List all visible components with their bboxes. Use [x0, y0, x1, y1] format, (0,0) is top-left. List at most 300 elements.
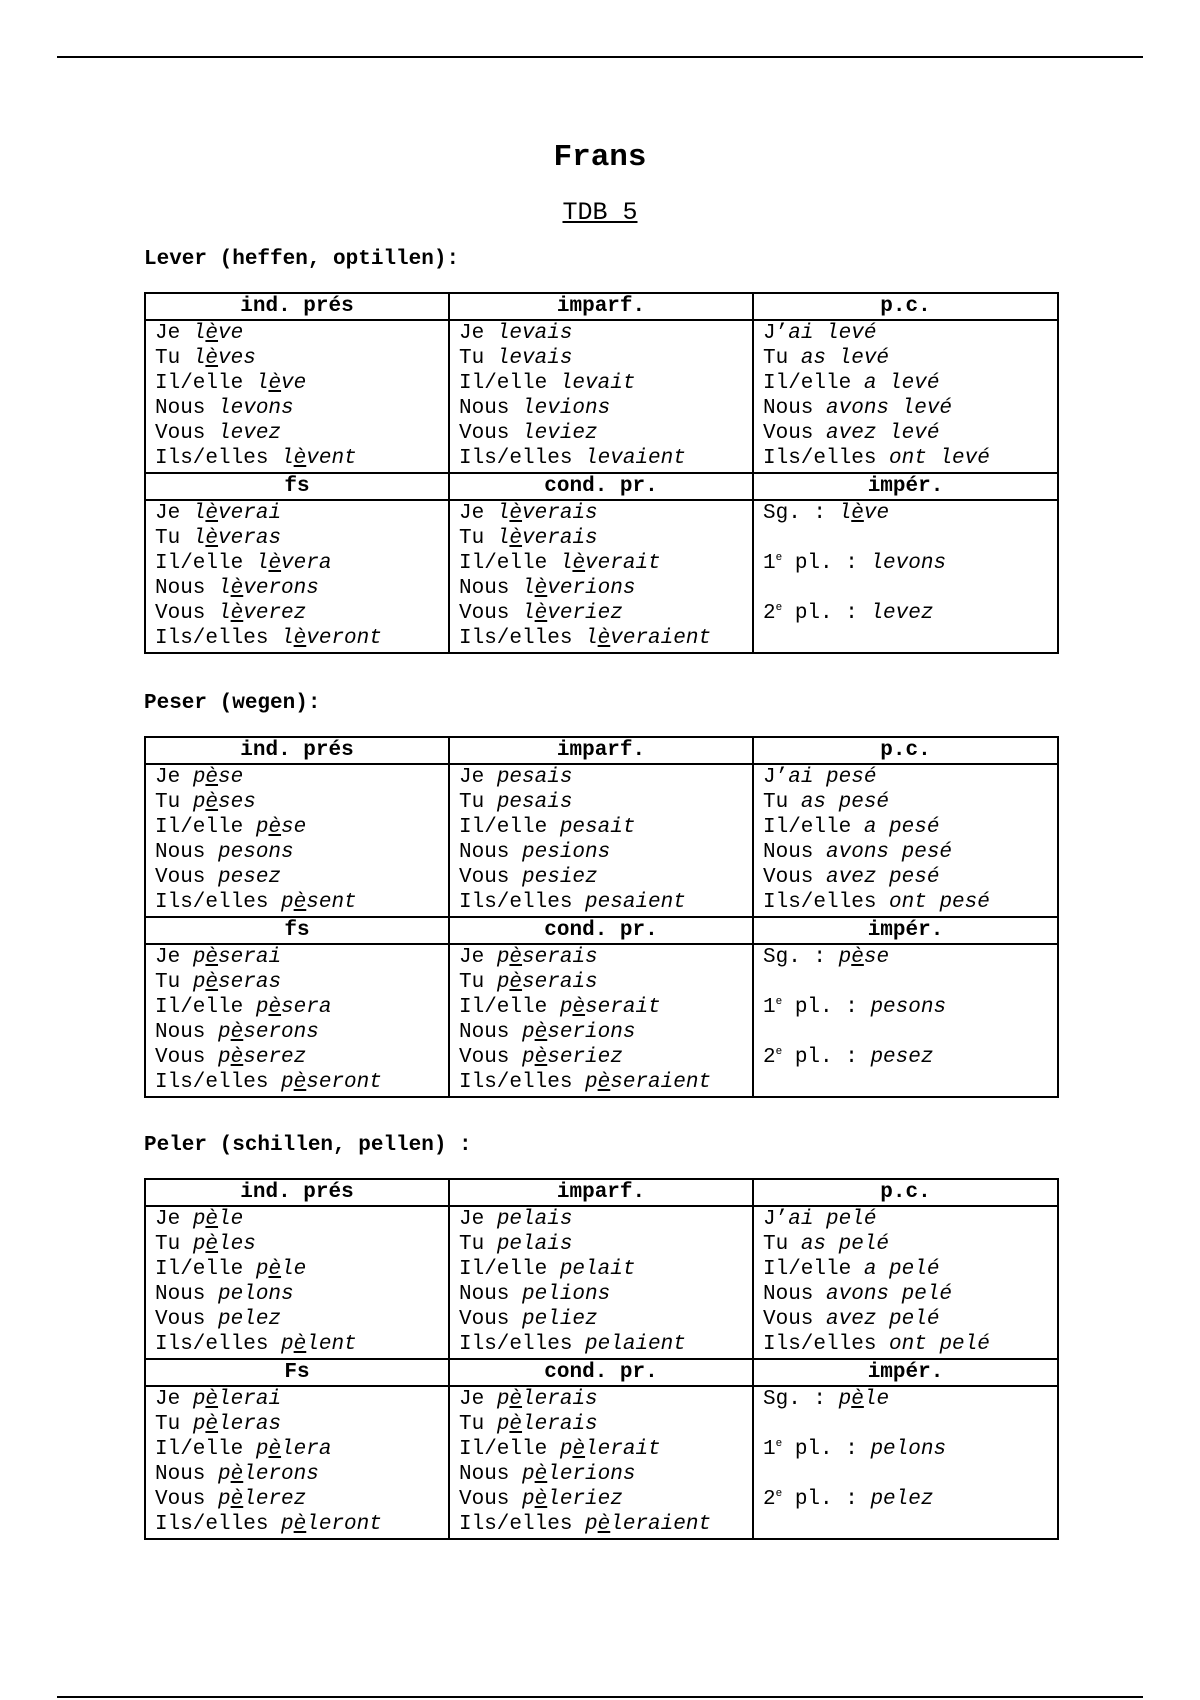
imper-sg-form: [839, 946, 889, 969]
conjugation-line: [155, 1257, 448, 1282]
conjugation-line: [459, 840, 752, 865]
stressed-vowel: è: [597, 1071, 611, 1094]
conjugation-line: [763, 790, 1057, 815]
subject-pronoun: Nous: [459, 1283, 523, 1306]
ending: verais: [522, 502, 598, 525]
imper-spacer: [763, 1020, 1057, 1045]
conjugation-line: [763, 1207, 1057, 1232]
stressed-vowel: è: [293, 627, 307, 650]
imper-ordinal-suffix: e: [775, 602, 783, 614]
conjugation-line: [763, 321, 1057, 346]
ending: verai: [218, 502, 282, 525]
subject-pronoun: Ils/elles: [155, 1333, 282, 1356]
subject-pronoun: Nous: [763, 397, 827, 420]
ending: se: [863, 946, 890, 969]
verb-form: [281, 627, 382, 650]
conjugation-line: [155, 815, 448, 840]
verb-form: [497, 502, 598, 525]
verb-form: leviez: [522, 422, 598, 445]
stem: pesons: [218, 841, 294, 864]
conjugation-line: [155, 840, 448, 865]
stem: p: [192, 791, 206, 814]
stem: levez: [218, 422, 282, 445]
conjugation-line: [459, 1462, 752, 1487]
conjugation-line: [459, 1045, 752, 1070]
verb-form: levais: [496, 347, 573, 370]
conjugation-line: [155, 1207, 448, 1232]
verb-form: pelais: [496, 1208, 573, 1231]
stressed-vowel: è: [509, 946, 523, 969]
conjugation-line: [155, 865, 448, 890]
imper-plural-form: pelez: [870, 1488, 934, 1511]
stressed-vowel: è: [268, 1258, 282, 1281]
cell-pc: [753, 320, 1058, 473]
subject-pronoun: Je: [155, 1208, 193, 1231]
subject-pronoun: Ils/elles: [459, 1513, 586, 1536]
subject-pronoun: Ils/elles: [459, 891, 586, 914]
subject-pronoun: Tu: [459, 1413, 497, 1436]
stem: l: [192, 347, 206, 370]
ending: se: [281, 816, 307, 839]
imper-ordinal-suffix: e: [775, 996, 783, 1008]
ending: verait: [585, 552, 661, 575]
imper-spacer: [763, 970, 1057, 995]
subject-pronoun: Il/elle: [155, 552, 256, 575]
subject-pronoun: Vous: [155, 1308, 219, 1331]
verb-form: [218, 1283, 294, 1306]
subject-pronoun: Il/elle: [459, 372, 560, 395]
subject-pronoun: Je: [459, 1208, 497, 1231]
subject-pronoun: Tu: [155, 791, 193, 814]
ending: verons: [243, 577, 319, 600]
imper-plural-1: [763, 1437, 1057, 1462]
verb-form: pesions: [522, 841, 611, 864]
subject-pronoun: Tu: [155, 1413, 193, 1436]
ending: lerai: [218, 1388, 282, 1411]
ending: serons: [243, 1021, 319, 1044]
ending: le: [281, 1258, 307, 1281]
cell-pc: [753, 764, 1058, 917]
verb-form: peliez: [522, 1308, 598, 1331]
header-cond: cond. pr.: [449, 473, 753, 500]
verb-form: ont pesé: [889, 891, 990, 914]
subject-pronoun: Je: [459, 502, 497, 525]
page-subtitle: TDB 5: [562, 198, 638, 227]
stressed-vowel: è: [230, 602, 244, 625]
verb-form: pesais: [496, 766, 573, 789]
top-rule: [57, 56, 1143, 58]
stem: p: [192, 1208, 206, 1231]
stem: p: [218, 1021, 231, 1044]
subject-pronoun: Nous: [459, 577, 523, 600]
stressed-vowel: è: [572, 552, 586, 575]
verb-form: [218, 1488, 306, 1511]
imper-plural-1: [763, 995, 1057, 1020]
ending: ve: [218, 322, 244, 345]
stressed-vowel: è: [509, 971, 523, 994]
conjugation-line: [459, 601, 752, 626]
stressed-vowel: è: [205, 791, 219, 814]
header-fs: fs: [145, 917, 449, 944]
verb-form: [497, 1388, 598, 1411]
ending: ses: [218, 791, 256, 814]
verb-form: [218, 1021, 319, 1044]
imper-plural-label: pl. :: [782, 552, 871, 575]
verb-form: [193, 502, 281, 525]
imper-plural-label: pl. :: [782, 996, 871, 1019]
stressed-vowel: è: [268, 372, 282, 395]
ending: verais: [522, 527, 598, 550]
verb-form: a pesé: [863, 816, 940, 839]
imper-plural-2: [763, 601, 1057, 626]
subject-pronoun: Je: [155, 1388, 193, 1411]
ending: sent: [306, 891, 357, 914]
cell-fs: [145, 500, 449, 653]
conjugation-line: [155, 551, 448, 576]
subject-pronoun: Ils/elles: [459, 627, 586, 650]
verb-form: [585, 627, 711, 650]
header-pc: p.c.: [753, 737, 1058, 764]
stressed-vowel: è: [205, 347, 219, 370]
conjugation-line: [459, 526, 752, 551]
verb-form: [522, 1046, 623, 1069]
conjugation-line: [155, 1332, 448, 1357]
ending: ve: [863, 502, 890, 525]
subject-pronoun: Tu: [763, 1233, 801, 1256]
stressed-vowel: è: [205, 971, 219, 994]
conjugation-line: [459, 551, 752, 576]
stressed-vowel: è: [597, 627, 611, 650]
verb-form: avez levé: [826, 422, 940, 445]
subject-pronoun: Tu: [459, 527, 497, 550]
ending: lerais: [522, 1388, 598, 1411]
ending: seront: [306, 1071, 382, 1094]
subject-pronoun: Je: [155, 766, 193, 789]
header-ind-pres: ind. prés: [145, 293, 449, 320]
imper-spacer: [763, 526, 1057, 551]
subject-pronoun: Vous: [155, 866, 219, 889]
conjugation-line: [459, 1332, 752, 1357]
stressed-vowel: è: [572, 1438, 586, 1461]
ending: veront: [306, 627, 382, 650]
subject-pronoun: Nous: [459, 1463, 523, 1486]
conjugation-line: [155, 1387, 448, 1412]
ending: verions: [547, 577, 636, 600]
stem: p: [192, 766, 206, 789]
verb-form: [193, 1233, 256, 1256]
stressed-vowel: è: [293, 1513, 307, 1536]
stem: pelons: [218, 1283, 294, 1306]
verb-form: as pesé: [800, 791, 890, 814]
header-imparf: imparf.: [449, 737, 753, 764]
cell-fs: [145, 944, 449, 1097]
stem: l: [838, 502, 852, 525]
header-cond: cond. pr.: [449, 917, 753, 944]
imper-spacer: [763, 576, 1057, 601]
conjugation-line: [459, 970, 752, 995]
subject-pronoun: Vous: [763, 422, 827, 445]
subject-pronoun: J’: [763, 1208, 789, 1231]
subject-pronoun: Nous: [763, 841, 827, 864]
verb-heading-lever: Lever (heffen, optillen):: [144, 248, 460, 271]
subject-pronoun: Il/elle: [763, 816, 864, 839]
conjugation-line: [459, 421, 752, 446]
stem: p: [496, 1413, 510, 1436]
subject-pronoun: Vous: [459, 1488, 523, 1511]
conjugation-line: [459, 371, 752, 396]
conjugation-line: [459, 1070, 752, 1095]
stem: l: [281, 627, 294, 650]
subject-pronoun: Il/elle: [459, 1258, 560, 1281]
imper-spacer: [763, 1412, 1057, 1437]
ending: le: [218, 1208, 244, 1231]
verb-form: avons levé: [826, 397, 953, 420]
conjugation-line: [459, 945, 752, 970]
imper-ordinal-suffix: e: [775, 1046, 783, 1058]
conjugation-table-lever: [144, 292, 1059, 654]
verb-form: [560, 552, 661, 575]
subject-pronoun: Nous: [155, 841, 219, 864]
stem: p: [192, 971, 206, 994]
conjugation-line: [763, 865, 1057, 890]
stressed-vowel: è: [597, 1513, 611, 1536]
ending: veriez: [547, 602, 623, 625]
conjugation-line: [459, 1257, 752, 1282]
imper-plural-form: pelons: [870, 1438, 947, 1461]
imper-singular: [763, 501, 1057, 526]
stem: p: [281, 1333, 294, 1356]
stressed-vowel: è: [534, 1046, 548, 1069]
cell-cond: [449, 1386, 753, 1539]
verb-form: pelais: [496, 1233, 573, 1256]
verb-form: [193, 1208, 243, 1231]
imper-sg-form: [839, 1388, 889, 1411]
stressed-vowel: è: [534, 1463, 548, 1486]
imper-spacer: [763, 1462, 1057, 1487]
conjugation-line: [459, 1020, 752, 1045]
header-imparf: imparf.: [449, 1179, 753, 1206]
stressed-vowel: è: [293, 447, 307, 470]
subject-pronoun: Tu: [763, 791, 801, 814]
conjugation-line: [155, 970, 448, 995]
header-imparf: imparf.: [449, 293, 753, 320]
conjugation-line: [155, 1412, 448, 1437]
verb-form: avez pesé: [826, 866, 940, 889]
imper-sg-label: Sg. :: [763, 502, 839, 525]
subject-pronoun: Il/elle: [155, 372, 256, 395]
conjugation-line: [155, 1487, 448, 1512]
stem: p: [522, 1488, 535, 1511]
verb-form: pelaient: [585, 1333, 686, 1356]
verb-form: pesiez: [522, 866, 598, 889]
ending: sera: [281, 996, 332, 1019]
subject-pronoun: Ils/elles: [459, 1071, 586, 1094]
stem: l: [218, 577, 231, 600]
verb-form: [193, 791, 256, 814]
conjugation-line: [459, 1487, 752, 1512]
subject-pronoun: Ils/elles: [763, 447, 890, 470]
stressed-vowel: è: [851, 946, 864, 969]
ending: seras: [218, 971, 282, 994]
subject-pronoun: Vous: [763, 1308, 827, 1331]
stressed-vowel: è: [851, 502, 864, 525]
verb-form: ont pelé: [889, 1333, 990, 1356]
stressed-vowel: è: [534, 1488, 548, 1511]
stressed-vowel: è: [268, 552, 282, 575]
stem: l: [255, 552, 269, 575]
stem: p: [496, 1388, 510, 1411]
conjugation-line: [155, 765, 448, 790]
conjugation-line: [763, 890, 1057, 915]
conjugation-line: [459, 501, 752, 526]
verb-form: [281, 891, 357, 914]
conjugation-line: [155, 576, 448, 601]
verb-form: ai pelé: [788, 1208, 877, 1231]
subject-pronoun: Nous: [155, 577, 219, 600]
subject-pronoun: Nous: [459, 1021, 523, 1044]
stressed-vowel: è: [534, 602, 548, 625]
ending: serais: [522, 946, 598, 969]
imper-plural-2: [763, 1045, 1057, 1070]
ending: leraient: [610, 1513, 712, 1536]
conjugation-line: [155, 945, 448, 970]
imper-ordinal-suffix: e: [775, 552, 783, 564]
header-fs: Fs: [145, 1359, 449, 1386]
stem: l: [281, 447, 294, 470]
subject-pronoun: Il/elle: [155, 996, 256, 1019]
conjugation-line: [459, 1232, 752, 1257]
verb-form: [193, 527, 281, 550]
ending: leriez: [547, 1488, 623, 1511]
conjugation-line: [459, 1512, 752, 1537]
ending: le: [863, 1388, 890, 1411]
stressed-vowel: è: [572, 996, 586, 1019]
conjugation-line: [763, 1332, 1057, 1357]
header-imper: impér.: [753, 1359, 1058, 1386]
cell-ind-pres: [145, 1206, 449, 1359]
subject-pronoun: Vous: [459, 422, 523, 445]
subject-pronoun: Tu: [459, 1233, 497, 1256]
stressed-vowel: è: [205, 1413, 219, 1436]
stressed-vowel: è: [205, 322, 219, 345]
conjugation-line: [763, 446, 1057, 471]
ending: les: [218, 1233, 256, 1256]
stem: pesez: [218, 866, 282, 889]
conjugation-line: [763, 421, 1057, 446]
subject-pronoun: J’: [763, 766, 789, 789]
stressed-vowel: è: [509, 1413, 523, 1436]
verb-form: [560, 1438, 661, 1461]
conjugation-line: [155, 890, 448, 915]
stem: p: [496, 971, 510, 994]
conjugation-line: [763, 1257, 1057, 1282]
stem: p: [522, 1046, 535, 1069]
ending: lera: [281, 1438, 332, 1461]
verb-form: [193, 1413, 281, 1436]
conjugation-line: [459, 396, 752, 421]
conjugation-line: [459, 790, 752, 815]
verb-form: [256, 372, 306, 395]
subject-pronoun: Il/elle: [459, 552, 560, 575]
conjugation-line: [459, 1412, 752, 1437]
stem: p: [281, 1071, 294, 1094]
header-pc: p.c.: [753, 293, 1058, 320]
conjugation-line: [763, 396, 1057, 421]
conjugation-line: [459, 815, 752, 840]
verb-form: avons pesé: [826, 841, 953, 864]
ending: lerait: [585, 1438, 661, 1461]
stressed-vowel: è: [268, 816, 282, 839]
ending: vera: [281, 552, 332, 575]
verb-form: a pelé: [863, 1258, 940, 1281]
subject-pronoun: Il/elle: [155, 1258, 256, 1281]
imper-person-number: 2: [763, 602, 776, 625]
stem: l: [192, 502, 206, 525]
cell-fs: [145, 1386, 449, 1539]
verb-form: levaient: [585, 447, 686, 470]
verb-form: [497, 527, 598, 550]
conjugation-line: [155, 1020, 448, 1045]
conjugation-line: [459, 576, 752, 601]
verb-form: [218, 841, 294, 864]
subject-pronoun: Ils/elles: [763, 891, 890, 914]
subject-pronoun: Tu: [155, 347, 193, 370]
verb-form: ai pesé: [788, 766, 877, 789]
stem: p: [218, 1463, 231, 1486]
conjugation-line: [763, 371, 1057, 396]
subject-pronoun: Il/elle: [763, 372, 864, 395]
verb-form: [256, 1258, 306, 1281]
subject-pronoun: Je: [459, 766, 497, 789]
imper-singular: [763, 945, 1057, 970]
subject-pronoun: Ils/elles: [763, 1333, 890, 1356]
conjugation-line: [763, 840, 1057, 865]
stressed-vowel: è: [205, 946, 219, 969]
subject-pronoun: Ils/elles: [155, 891, 282, 914]
verb-form: levions: [522, 397, 611, 420]
subject-pronoun: Il/elle: [459, 816, 560, 839]
stressed-vowel: è: [230, 1488, 244, 1511]
imper-plural-form: levez: [870, 602, 934, 625]
subject-pronoun: Vous: [459, 1046, 523, 1069]
verb-form: [585, 1071, 711, 1094]
verb-form: pesait: [559, 816, 636, 839]
conjugation-line: [459, 1307, 752, 1332]
subject-pronoun: Tu: [459, 971, 497, 994]
stem: p: [255, 996, 269, 1019]
ending: serai: [218, 946, 282, 969]
subject-pronoun: Nous: [763, 1283, 827, 1306]
imper-sg-label: Sg. :: [763, 1388, 839, 1411]
verb-form: [218, 602, 306, 625]
imper-person-number: 1: [763, 552, 776, 575]
imper-person-number: 2: [763, 1488, 776, 1511]
conjugation-line: [459, 890, 752, 915]
imper-plural-form: levons: [870, 552, 947, 575]
stressed-vowel: è: [534, 1021, 548, 1044]
subject-pronoun: Vous: [459, 1308, 523, 1331]
stem: p: [559, 1438, 573, 1461]
verb-form: [497, 971, 598, 994]
stressed-vowel: è: [230, 1021, 244, 1044]
stem: l: [192, 322, 206, 345]
imper-plural-label: pl. :: [782, 1046, 871, 1069]
subject-pronoun: Nous: [155, 1021, 219, 1044]
ending: se: [218, 766, 244, 789]
subject-pronoun: Nous: [155, 1463, 219, 1486]
verb-form: [218, 397, 294, 420]
ending: seriez: [547, 1046, 623, 1069]
